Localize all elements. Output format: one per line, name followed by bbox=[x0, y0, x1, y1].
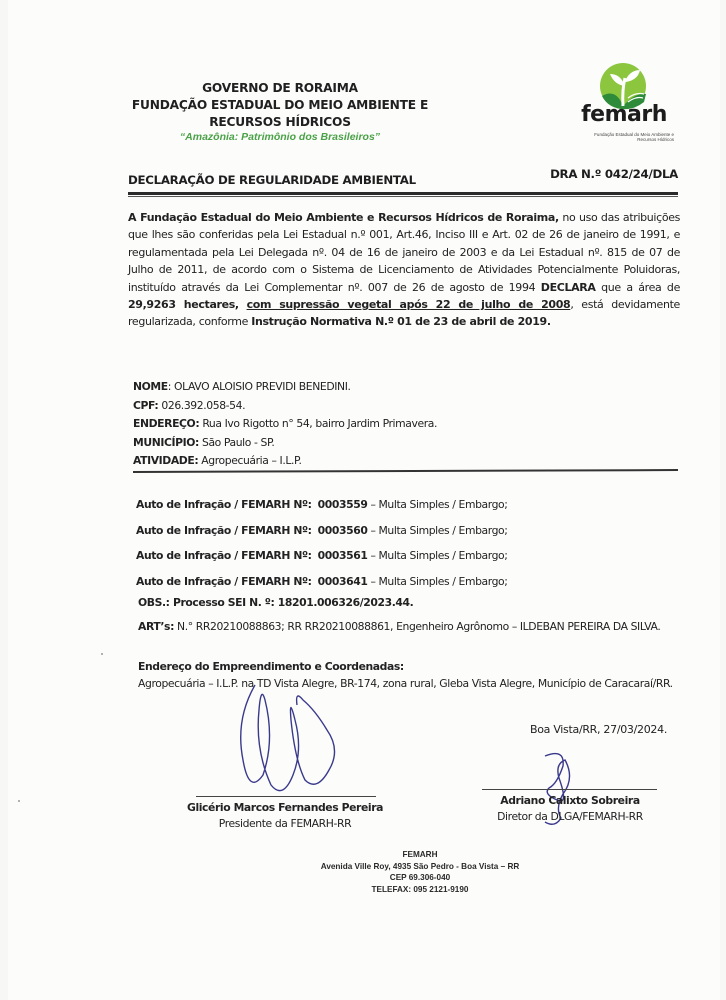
femarh-logo bbox=[574, 62, 684, 148]
arts-label: ART’s: bbox=[138, 620, 174, 633]
spacer bbox=[239, 298, 247, 311]
footer-address: Avenida Ville Roy, 4935 São Pedro - Boa Vista – RR bbox=[320, 861, 520, 871]
header-government: GOVERNO DE RORAIMA bbox=[202, 81, 358, 95]
footer-org: FEMARH bbox=[402, 850, 438, 859]
infraction-desc: – Multa Simples / Embargo; bbox=[367, 498, 508, 511]
field-value: Agropecuária – I.L.P. bbox=[201, 454, 302, 468]
title-divider bbox=[128, 192, 678, 195]
suppression-note: com supressão vegetal após 22 de julho de 2008 bbox=[246, 298, 571, 312]
footer bbox=[280, 849, 560, 895]
field-label: ENDEREÇO: bbox=[133, 417, 200, 431]
field-atividade bbox=[133, 452, 683, 471]
field-label: CPF: bbox=[133, 398, 159, 412]
declara-keyword: DECLARA bbox=[540, 280, 596, 294]
arts-info bbox=[138, 619, 686, 636]
document-code: DRA N.º 042/24/DLA bbox=[550, 167, 678, 181]
infraction-desc: – Multa Simples / Embargo; bbox=[367, 523, 508, 537]
place-date: Boa Vista/RR, 27/03/2024. bbox=[530, 723, 668, 736]
field-endereco bbox=[133, 415, 683, 434]
infraction-list bbox=[136, 492, 686, 594]
infraction-desc: – Multa Simples / Embargo; bbox=[367, 549, 508, 562]
field-label: MUNICÍPIO: bbox=[133, 435, 199, 449]
address-text: Agropecuária – I.L.P. na TD Vista Alegre, BR-174, zona rural, Gleba Vista Alegre, Município de Caracaraí/RR. bbox=[138, 676, 673, 690]
enterprise-address bbox=[138, 659, 686, 692]
holder-details bbox=[133, 378, 683, 471]
scan-speck bbox=[18, 800, 20, 802]
normative-instruction: Instrução Normativa N.º 01 de 23 de abril de 2019. bbox=[251, 315, 551, 329]
address-label: Endereço do Empreendimento e Coordenadas: bbox=[138, 660, 404, 673]
legal-basis-text: no uso das atribuições que lhes são conferidas pela Lei Estadual n.º 001, Art.46, Inciso III e Art. 02 de 26 de janeiro de 1991, e regulamentada pela Lei Delegada nº. 04 de 16 de janeiro de 2003 e da Lei Estadual nº. 815 de 07 de Julho de 2011, de acordo com o Sistema de Licenciamento de Atividades Potencialmente Poluidoras, instituído através da Lei Complementar nº. 007 de 26 de agosto de 1994 bbox=[128, 211, 680, 294]
infraction-label: Auto de Infração / FEMARH Nº: bbox=[136, 574, 312, 588]
infraction-desc: – Multa Simples / Embargo; bbox=[367, 574, 508, 588]
scan-speck bbox=[101, 653, 103, 655]
footer-phone: TELEFAX: 095 2121-9190 bbox=[371, 884, 469, 894]
logo-subtitle: Fundação Estadual do Meio Ambiente e Recursos Hídricos bbox=[594, 132, 674, 142]
document-title: DECLARAÇÃO DE REGULARIDADE AMBIENTAL bbox=[128, 173, 416, 187]
infraction-number: 0003561 bbox=[317, 549, 368, 562]
field-sep: : bbox=[167, 380, 175, 393]
infraction-item bbox=[136, 518, 686, 544]
field-value: OLAVO ALOISIO PREVIDI BENEDINI. bbox=[174, 380, 351, 393]
title-divider-thin bbox=[128, 196, 678, 197]
field-label: ATIVIDADE: bbox=[133, 454, 199, 468]
field-cpf bbox=[133, 397, 683, 416]
logo-wordmark: femarh bbox=[581, 102, 667, 127]
signature-president-icon bbox=[225, 680, 365, 800]
signatory-president bbox=[170, 800, 400, 832]
signatory-role: Diretor da DLGA/FEMARH-RR bbox=[497, 810, 643, 823]
signatory-name: Adriano Calixto Sobreira bbox=[500, 794, 640, 807]
infraction-number: 0003559 bbox=[317, 498, 368, 511]
document-title-row bbox=[128, 167, 678, 191]
signature-line-director bbox=[482, 789, 657, 790]
infraction-item bbox=[136, 569, 686, 595]
infraction-item bbox=[136, 492, 686, 518]
signatory-role: Presidente da FEMARH-RR bbox=[218, 817, 352, 830]
letterhead bbox=[0, 80, 560, 143]
arts-text: N.° RR20210088863; RR RR20210088861, Engenheiro Agrônomo – ILDEBAN PEREIRA DA SILVA. bbox=[174, 620, 661, 633]
field-nome bbox=[133, 378, 683, 397]
header-resources: RECURSOS HÍDRICOS bbox=[209, 115, 351, 129]
infraction-number: 0003641 bbox=[317, 574, 368, 588]
infraction-item bbox=[136, 543, 686, 569]
area-value: 29,9263 hectares, bbox=[128, 298, 239, 312]
field-value: 026.392.058-54. bbox=[161, 398, 246, 412]
signatory-name: Glicério Marcos Fernandes Pereira bbox=[186, 801, 384, 814]
field-value: Rua Ivo Rigotto n° 54, bairro Jardim Primavera. bbox=[202, 417, 437, 431]
obs-process: OBS.: Processo SEI N. º: 18201.006326/2023.44. bbox=[138, 596, 414, 609]
field-value: São Paulo - SP. bbox=[201, 435, 275, 449]
signature-line-president bbox=[196, 796, 376, 797]
header-motto: “Amazônia: Patrimônio dos Brasileiros” bbox=[179, 131, 381, 143]
header-foundation: FUNDAÇÃO ESTADUAL DO MEIO AMBIENTE E bbox=[131, 98, 429, 112]
footer-cep: CEP 69.306-040 bbox=[389, 873, 451, 882]
field-municipio bbox=[133, 434, 683, 453]
foundation-name: A Fundação Estadual do Meio Ambiente e Recursos Hídricos de Roraima, bbox=[128, 211, 559, 224]
area-intro: que a área de bbox=[595, 280, 680, 294]
declaration-paragraph bbox=[128, 209, 680, 331]
infraction-label: Auto de Infração / FEMARH Nº: bbox=[136, 549, 312, 562]
regularized-text: , está devidamente regularizada, conforme bbox=[128, 298, 680, 329]
infraction-number: 0003560 bbox=[317, 523, 368, 537]
field-label: NOME bbox=[133, 380, 168, 393]
infraction-label: Auto de Infração / FEMARH Nº: bbox=[136, 523, 312, 537]
infraction-label: Auto de Infração / FEMARH Nº: bbox=[136, 498, 312, 511]
signatory-director bbox=[470, 793, 670, 825]
